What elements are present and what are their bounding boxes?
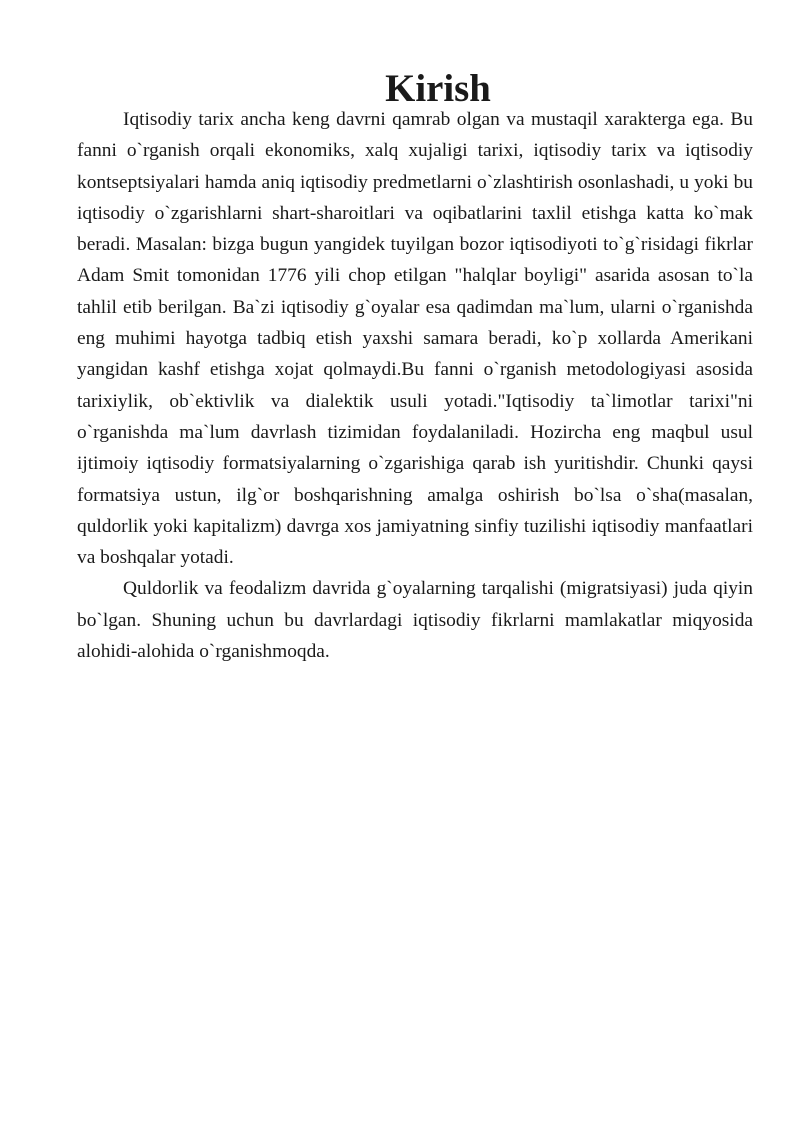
document-page (77, 67, 753, 667)
paragraph-2: Quldorlik va feodalizm davrida g`oyalarning tarqalishi (migratsiyasi) juda qiyin bo`lgan. Shuning uchun bu davrlardagi iqtisodiy fikrlarni mamlakatlar miqyosida alohidi-alohida o`rganishmoqda. (77, 578, 753, 663)
document-title: Kirish (385, 67, 491, 110)
paragraph-1: Iqtisodiy tarix ancha keng davrni qamrab olgan va mustaqil xarakterga ega. Bu fanni o`rganish orqali ekonomiks, xalq xujaligi tarixi, iqtisodiy tarix va iqtisodiy kontseptsiyalari hamda aniq iqtisodiy predmetlarni o`zlashtirish osonlashadi, u yoki bu iqtisodiy o`zgarishlarni shart-sharoitlari va oqibatlarini taxlil etishga katta ko`mak beradi. Masalan: bizga bugun yangidek tuyilgan bozor iqtisodiyoti to`g`risidagi fikrlar Adam Smit tomonidan 1776 yili chop etilgan "halqlar boyligi" asarida asosan to`la tahlil etib berilgan. Ba`zi iqtisodiy g`oyalar esa qadimdan ma`lum, ularni o`rganishda eng muhimi hayotga tadbiq etish yaxshi samara beradi, ko`p xollarda Amerikani yangidan kashf etishga xojat qolmaydi.Bu fanni o`rganish metodologiyasi asosida tarixiylik, ob`ektivlik va dialektik usuli yotadi."Iqtisodiy ta`limotlar tarixi"ni o`rganishda ma`lum davrlash tizimidan foydalaniladi. Hozircha eng maqbul usul ijtimoiy iqtisodiy formatsiyalarning o`zgarishiga qarab ish yuritishdir. Chunki qaysi formatsiya ustun, ilg`or boshqarishning amalga oshirish bo`lsa o`sha(masalan, quldorlik yoki kapitalizm) davrga xos jamiyatning sinfiy tuzilishi iqtisodiy manfaatlari va boshqalar yotadi. (77, 109, 753, 569)
